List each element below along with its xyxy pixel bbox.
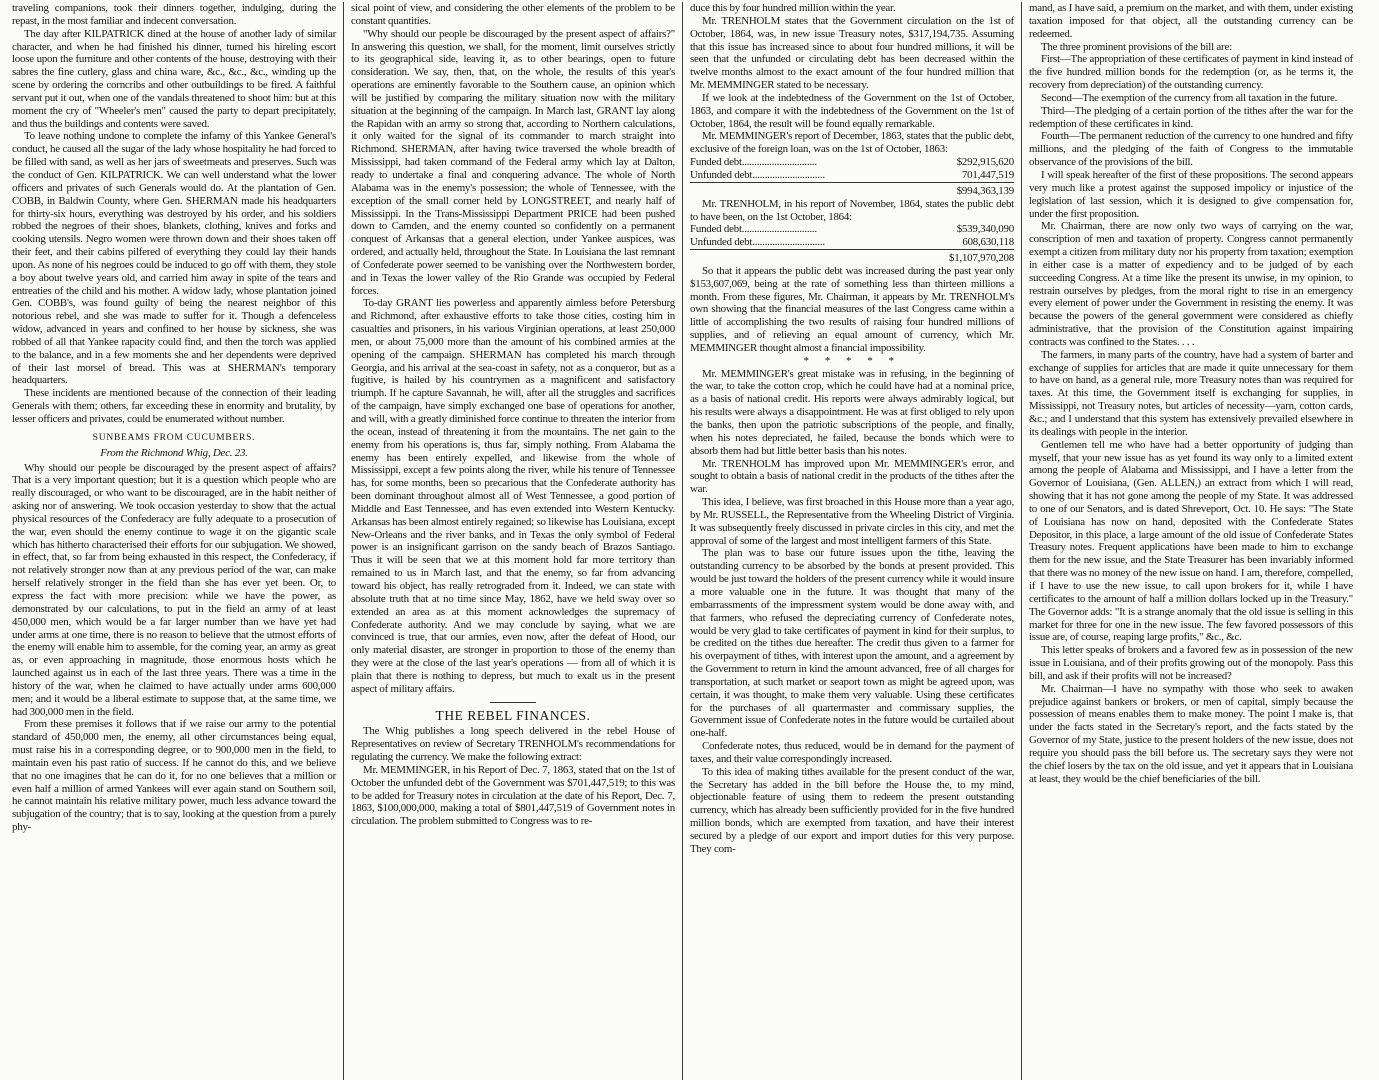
paragraph: The plan was to base our future issues upon the tithe, leaving the outstanding currency to be absorbed by the bonds at present provided. This would be just toward the holders of the present currency while it would insure a more valuable one in the future. It was thought that many of the embarrassments of the impressment system would be done away with, and that farmers, who refused the depreciating currency of Confederate notes, would be very glad to take certificates of payment in kind for their surplus, to be credited on the tithes due hereafter. The credit thus given to a farmer for his overpayment of tithes, with interest upon the amount, and a agreement by the Government to return in kind the amount advanced, free of all charges for transportation, at such market or seaport town as might be agreed upon, was certain, it was thought, to make them very valuable. Using these certificates for the purchases of all quartermaster and commissary supplies, the Government issue of Confederate notes in the future would be curtailed about one-half. <box>690 547 1014 740</box>
paragraph: First—The appropriation of these certificates of payment in kind instead of the five hundred million bonds for the redemption (or, as he terms it, the recovery from depreciation) of the outstanding currency. <box>1029 53 1353 92</box>
paragraph: To this idea of making tithes available for the present conduct of the war, the Secretary has added in the bill before the House the, to my mind, objectionable feature of using them to redeem the present outstanding currency, which has already been sufficiently provided for in the five hundred million bonds, which are exempted from taxation, and have their interest secured by a pledge of our export and import duties for this very purpose. They com- <box>690 765 1014 855</box>
column-2 <box>345 2 681 1080</box>
ledger-amount: $539,340,090 <box>956 223 1014 236</box>
paragraph: These incidents are mentioned because of the connection of their leading Generals with them; others, far exceeding these in enormity and brutality, by lesser officers and privates, could be enumerated without number. <box>12 387 336 425</box>
paragraph: From these premises it follows that if we raise our army to the potential standard of 450,000 men, the enemy, all other circumstances being equal, must raise his in a corresponding degree, or to 900,000 men in the field, to maintain even his past ratio of success. If he cannot do this, and we believe that no one imagines that he can do it, for no one believes that a million or even half a million of armed Yankees will ever again stand on Southern soil, he cannot maintain his relative military power, much less advance toward the subjugation of the country; that is to say, looking at the question from a purely phy- <box>12 718 336 834</box>
article-source: From the Richmond Whig, Dec. 23. <box>100 446 248 459</box>
debt-table-1864 <box>690 223 1014 265</box>
table-total-row <box>690 182 1014 197</box>
paragraph: Mr. Chairman, there are now only two ways of carrying on the war, conscription of men and taxation of property. Congress cannot permanently exempt a citizen from military duty nor his property from taxation; exemption in either case is a matter of expediency and to be judged of by each succeeding Congress. At a time like the present its unwise, in my opinion, to restrain ourselves by pledges, from the moral right to rise in an emergency every element of power under the Government in resisting the enemy. It was because the powers of the general government were considered as chiefly administrative, that the provision of the Constitution against impairing contracts was confined to the States. . . . <box>1029 220 1353 348</box>
paragraph: Mr. Chairman—I have no sympathy with those who seek to awaken prejudice against bankers or brokers, or men of capital, simply because the possession of means enables them to make money. The point I make is, that under the facts stated in the Secretary's report, and the facts stated by the Governor of my State, justice to the present holders of the new issue, does not require you should pass the bill before us. The secretary says they were not the chief losers by the tax on the old issue, and yet it appears that in Louisiana at least, they would be the chief beneficiaries of the bill. <box>1029 682 1353 785</box>
paragraph: sical point of view, and considering the other elements of the problem to be constant quantities. <box>351 2 675 27</box>
column-rule <box>1021 2 1022 1080</box>
paragraph: To-day GRANT lies powerless and apparently aimless before Petersburg and Richmond, after exhaustive efforts to take those cities, costing him in casualties and prisoners, in his various Virginian operations, at least 250,000 men, or about 75,000 more than the amount of his combined armies at the opening of the campaign. SHERMAN has completed his march through Georgia, and his arrival at the sea-coast in safety, not as a conqueror, but as a fugitive, is hailed by his countrymen as a magnificent and satisfactory triumph. If he capture Savannah, he will, after all the struggles and sacrifices of the campaign, have simply exchanged one base of operations for another, and will, with a greatly diminished force continue to threaten the interior from the ocean, instead of threatening it from the mountains. The net gain to the enemy from his operations is, thus far, simply nothing. From Alabama the enemy has been entirely expelled, and likewise from the whole of Mississippi, except a few points along the river, while his tenure of Tennessee has, for some months, been so precarious that the Confederate authority has been dominant throughout almost all of West Tennessee, a good portion of Middle and East Tennessee, and has even extended into Western Kentucky. Arkansas has been almost entirely regained; so likewise has Louisiana, except New-Orleans and the river banks, and in Texas the only symbol of Federal power is an insignificant garrison on the sandy beach of Brazos Santiago. Thus it will be seen that we at this moment hold far more territory than remained to us in March last, and that the enemy, so far from advancing toward his object, has really retrograded from it. Indeed, we can state with absolute truth that at no time since May, 1862, have we held sway over so extended an area as at this moment acknowledges the supremacy of Confederate authority. And we may conclude by saying, what we are convinced is true, that our armies, even now, after the defeat of Hood, our only material disaster, are stronger in proportion to those of the enemy than they were at the close of the last year's operations — from all of which it is plain that there is nothing to depress, but much to exalt us in the present aspect of military affairs. <box>351 297 675 695</box>
article-heading: SUNBEAMS FROM CUCUMBERS. <box>92 432 256 443</box>
column-rule <box>682 2 683 1080</box>
column-rule <box>343 2 344 1080</box>
paragraph: Mr. TRENHOLM has improved upon Mr. MEMMINGER's error, and sought to obtain a basis of national credit in the products of the tithes after the war. <box>690 457 1014 496</box>
paragraph: The Whig publishes a long speech delivered in the rebel House of Representatives on review of Secretary TRENHOLM's recommendations for regulating the currency. We make the following extract: <box>351 725 675 764</box>
paragraph: Mr. TRENHOLM states that the Government circulation on the 1st of October, 1864, was, in new issue Treasury notes, $317,194,735. Assuming that this issue has increased since to about four hundred millions, it will be seen that the unfunded or circulating debt has been decreased within the twelve months almost to the exact amount of the four hundred million that Mr. MEMMINGER stated to be necessary. <box>690 14 1014 92</box>
paragraph: "Why should our people be discouraged by the present aspect of affairs?" In answering this question, we shall, for the moment, limit ourselves strictly to its geographical side, leaving it, as to other bearings, open to future consideration. We say, then, that, on the whole, the results of this year's operations are eminently favorable to the Southern cause, an opinion which will be justified by comparing the military situation now with the military situation at the beginning of the campaign. In March last, GRANT lay along the Rapidan with an army so strong that, according to Northern calculations, it only waited for the signal of its commander to march straight into Richmond. SHERMAN, after having twice traversed the whole breadth of Mississippi, had taken command of the Federal army which lay at Dalton, ready to undertake a final and conquering advance. The whole of North Alabama was in the enemy's possession; the whole of Tennessee, with the exception of the small corner held by LONGSTREET, and nearly half of Mississippi. In the Trans-Mississippi Department PRICE had been pushed down to Camden, and the enemy counted so confidently on a permanent conquest of Arkansas that a general election, under Yankee auspices, was ordered, and actually held, throughout the State. In Louisiana the last remnant of Confederate power seemed to be vanishing over the Northwestern border, and in Texas the lower valley of the Rio Grande was occupied by Federal forces. <box>351 27 675 297</box>
ledger-total: $1,107,970,208 <box>909 250 1014 265</box>
table-row <box>690 156 1014 169</box>
ledger-label: Unfunded debt............................. <box>690 168 825 181</box>
table-total-row <box>690 250 1014 265</box>
ledger-label: Funded debt.............................. <box>690 156 817 169</box>
paragraph: This letter speaks of brokers and a favored few as in possession of the new issue in Louisiana, and of their profits growing out of the monopoly. Pass this bill, and ask if their profits will not be increased? <box>1029 644 1353 682</box>
paragraph: Third—The pledging of a certain portion of the tithes after the war for the redemption of these certificates in kind. <box>1029 104 1353 130</box>
paragraph: The farmers, in many parts of the country, have had a system of barter and exchange of supplies for articles that are made it quite unnecessary for them to have on hand, as a general rule, more Treasury notes than was required for taxes. At this time, the Government itself is exchanging for supplies, in Mississippi, not Treasury notes, but articles of necessity—yarn, cotton cards, &c.; and I understand that this system has extensively prevailed elsewhere in its dealings with people in the interior. <box>1029 348 1353 438</box>
paragraph: I will speak hereafter of the first of these propositions. The second appears very much like a protest against the supposed impolicy or injustice of the legislation of last session, which it is designed to give compensation for, under the first proposition. <box>1029 168 1353 220</box>
paragraph: Fourth—The permanent reduction of the currency to one hundred and fifty millions, and the pledging of the faith of Congress to the immutable observance of the provisions of the bill. <box>1029 130 1353 169</box>
paragraph: Why should our people be discouraged by the present aspect of affairs? That is a very important question; but it is a question which people who are really discouraged, or who want to be discouraged, are in the habit neither of asking nor of answering. We took occasion yesterday to show that the actual physical resources of the Confederacy are fully adequate to a prosecution of the war, even should the enemy continue to wage it on the gigantic scale which has hitherto characterised their efforts for our subjugation. We showed, in effect, that, so far from being exhausted in this respect, the Confederacy, if not relatively stronger now than at any previous period of the war, can make herself relatively stronger in the field than she has ever yet been. Or, to express the fact with more precision: while we have the power, as demonstrated by our calculations, to put in the field an army of at least 450,000 men, which would be a far larger number than we have yet had under arms at one time, there is no reason to believe that the utmost efforts of the enemy will enable him to assemble, for the coming year, an army as great as, or even approaching in magnitude, those enormous hosts which he launched against us in each of the last three years. There was a time in the history of the war, when he claimed to have actually under arms 600,000 men; and it would be a liberal estimate to suppose that, at the same time, we had 300,000 men in the field. <box>12 461 336 718</box>
separator-rule <box>490 702 536 703</box>
paragraph: The day after KILPATRICK dined at the house of another lady of similar character, and when he had finished his dinner, turned his hireling escort loose upon the furniture and other contents of the house, destroying with their sabres the fine cutlery, glass and china ware, &c., &c., &c., winding up the scene by ordering the corncribs and other outbuildings to be fired. A faithful servant put it out, when one of the vandals threatened to shoot him: but at this moment the cry of "Wheeler's men" caused the party to depart precipitately, and thus the buildings and contents were saved. <box>12 27 336 130</box>
paragraph: This idea, I believe, was first broached in this House more than a year ago, by Mr. RUSSELL, the Representative from the Wheeling District of Virginia. It was subsequently freely discussed in private circles in this city, and met the approval of some of the largest and most intelligent farmers of this State. <box>690 496 1014 547</box>
paragraph: So that it appears the public debt was increased during the past year only $153,607,069, being at the rate of something less than thirteen millions a month. From these figures, Mr. Chairman, it appears by Mr. TRENHOLM's own showing that the financial measures of the last Congress came within a little of accomplishing the two results of raising four hundred millions of supplies, and of relieving an equal amount of currency, which Mr. MEMMINGER thought almost a financial impossibility. <box>690 264 1014 354</box>
section-break-stars: * * * * * <box>803 354 901 367</box>
paragraph: Mr. MEMMINGER, in his Report of Dec. 7, 1863, stated that on the 1st of October the unfunded debt of the Government was $701,447,519; to this was to be added for Treasury notes in circulation at the date of his Report, Dec. 7, 1863, $100,000,000, making a total of $801,447,519 of Government notes in circulation. The problem submitted to Congress was to re- <box>351 763 675 828</box>
ledger-amount: $292,915,620 <box>956 156 1014 169</box>
table-row <box>690 223 1014 236</box>
paragraph: Second—The exemption of the currency from all taxation in the future. <box>1041 91 1338 104</box>
ledger-label: Funded debt.............................. <box>690 223 817 236</box>
paragraph: duce this by four hundred million within the year. <box>690 2 896 14</box>
table-row <box>690 169 1014 182</box>
debt-table-1863 <box>690 156 1014 198</box>
table-row <box>690 236 1014 249</box>
paragraph: mand, as I have said, a premium on the market, and with them, under existing taxation imposed for that object, all the outstanding currency can be redeemed. <box>1029 2 1353 40</box>
ledger-total: $994,363,139 <box>917 182 1014 197</box>
column-3 <box>684 2 1020 1080</box>
ledger-label: Unfunded debt............................. <box>690 236 825 249</box>
paragraph: Mr. MEMMINGER's report of December, 1863, states that the public debt, exclusive of the foreign loan, was on the 1st of October, 1863: <box>690 130 1014 156</box>
ledger-amount: 701,447,519 <box>961 168 1014 181</box>
paragraph: To leave nothing undone to complete the infamy of this Yankee General's conduct, he caused all the sugar of the lady whose hospitality he had forced to be filled with sand, as well as her jars of sweetmeats and preserves. Such was the conduct of Gen. KILPATRICK. We can well understand what the lower officers and privates of such Generals would do. At the plantation of Gen. COBB, in Baldwin County, where Gen. SHERMAN made his headquarters for thirty-six hours, everything was destroyed by his order, and his soldiers robbed the negroes of their shoes, blankets, clothing, knives and forks and cooking utensils. Negro women were thrown down and their shoes taken off their feet, and their cabins pilfered of everything they could lay their hands upon. As none of his negroes could be induced to go off with them, they stole a boy about twelve years old, and carried him away in spite of the tears and entreaties of the child and his mother. A widow lady, whose plantation joined Gen. COBB's, was found guilty of being the nearest neighbor of this notorious rebel, and she was made to suffer for it. Though a defenceless widow, advanced in years and confined to her house by sickness, she was robbed of all that Yankee rapacity could find, and then the torch was applied to the balance, and in a few moments she and her dependents were deprived of their last morsel of bread. This was at SHERMAN's temporary headquarters. <box>12 130 336 387</box>
paragraph: Mr. TRENHOLM, in his report of November, 1864, states the public debt to have been, on the 1st October, 1864: <box>690 197 1014 223</box>
column-1 <box>6 2 342 1080</box>
ledger-amount: 608,630,118 <box>962 236 1014 249</box>
paragraph: Mr. MEMMINGER's great mistake was in refusing, in the beginning of the war, to take the cotton crop, which he could have had at a nominal price, as a basis of national credit. His reports were always admirably logical, but his results were always a disappointment. He was at first obliged to rely upon the banks, then upon the patriotic subscriptions of the people, and finally, when his notes depreciated, he failed, because the bonds which were to absorb them had but little better basis than his notes. <box>690 367 1014 457</box>
paragraph: Gentlemen tell me who have had a better opportunity of judging than myself, that your new issue has as yet found its way only to a limited extent among the people of Alabama and Mississippi, and I have a letter from the Governor of Louisiana, (Gen. ALLEN,) an extract from which I will read, showing that it has not gone among the people of my State. It was addressed to one of our Senators, and is dated Shreveport, Oct. 10. He says: "The State of Louisiana has now on hand, deposited with the Confederate States Depositor, in this place, a large amount of the old issue of Confederate States Treasury notes. Frequent applications have been made to him to exchange them for the new issue, and the State Treasurer has been invariably informed that there was no money of the new issue on hand. I am, therefore, compelled, if I have to use the new issue, to call upon brokers for it, while I have certificates to the amount of half a million dollars locked up in the Treasury." The Governor adds: "It is a strange anomaly that the old issue is selling in this market for three for one in the new issue. The few favored possessors of this issue are, of course, reaping large profits," &c., &c. <box>1029 438 1353 644</box>
article-heading: THE REBEL FINANCES. <box>435 707 591 723</box>
paragraph: The three prominent provisions of the bill are: <box>1041 40 1232 53</box>
paragraph: Confederate notes, thus reduced, would be in demand for the payment of taxes, and their value correspondingly increased. <box>690 740 1014 765</box>
paragraph: If we look at the indebtedness of the Government on the 1st of October, 1863, and compare it with the indebtedness of the Government on the 1st of October, 1864, the result will be found equally remarkable. <box>690 91 1014 130</box>
column-4 <box>1023 2 1359 1080</box>
paragraph: traveling companions, took their dinners together, indulging, during the repast, in the most familiar and indecent conversation. <box>12 2 336 27</box>
